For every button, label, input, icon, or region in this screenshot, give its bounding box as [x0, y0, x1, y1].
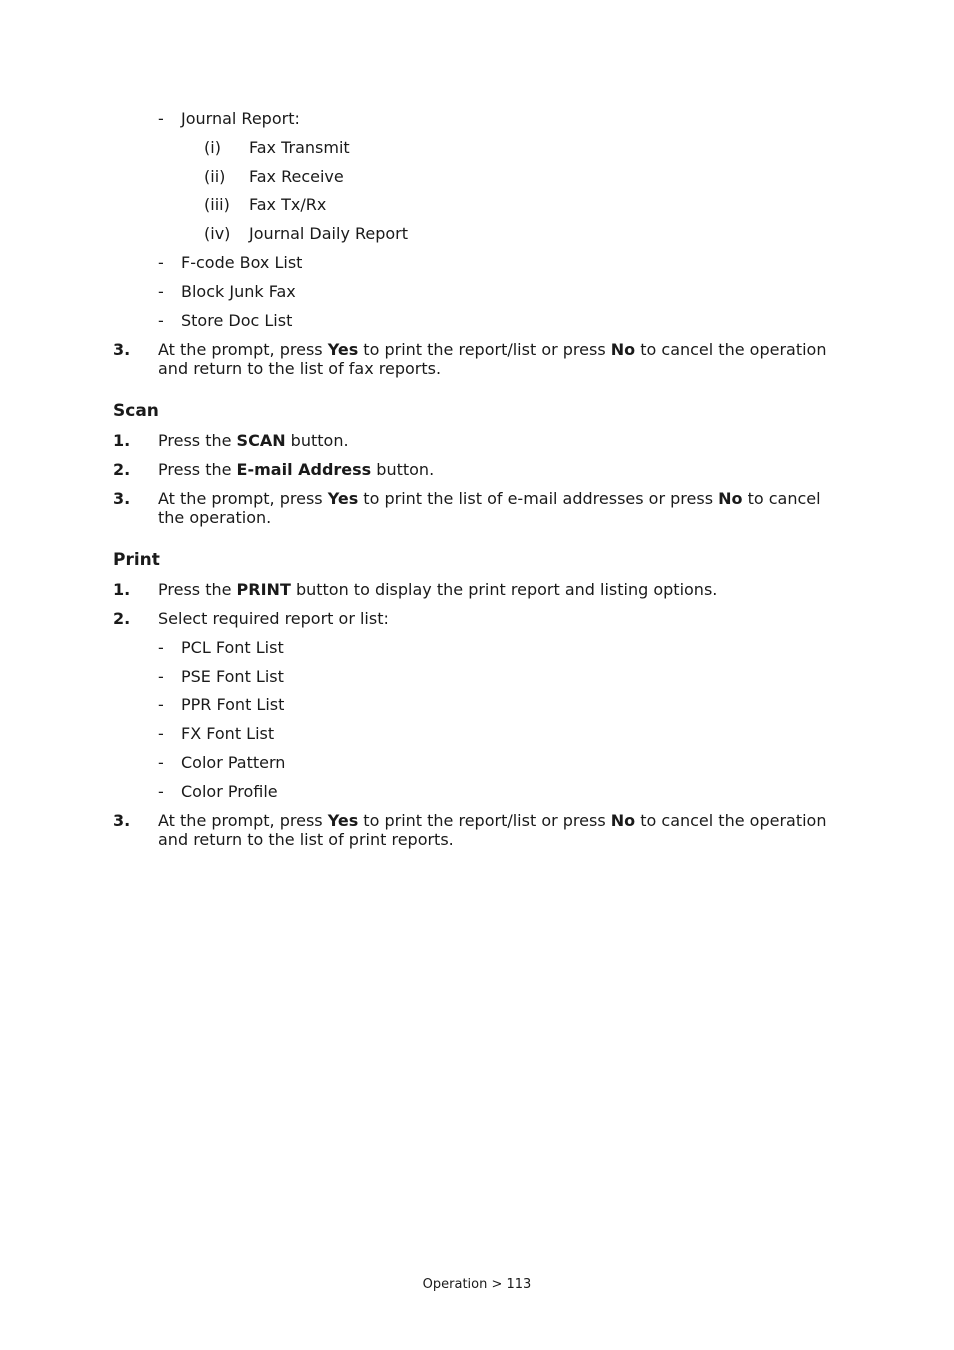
bold-term: No	[718, 489, 743, 508]
step-number: 3.	[113, 340, 131, 359]
dash-bullet: -	[158, 753, 164, 772]
step-text: Select required report or list:	[158, 609, 389, 628]
dash-bullet: -	[158, 311, 164, 330]
text-run: to cancel the operation and return to the list of print reports.	[158, 811, 827, 849]
list-item-label: Block Junk Fax	[181, 282, 296, 301]
step-number: 3.	[113, 489, 131, 508]
dash-bullet: -	[158, 109, 164, 128]
dash-bullet: -	[158, 782, 164, 801]
list-item-label: FX Font List	[181, 724, 275, 743]
sub-list-item-label: Fax Tx/Rx	[249, 195, 327, 214]
list-item-label: Journal Report:	[181, 109, 300, 128]
step-number: 1.	[113, 580, 131, 599]
bold-term: SCAN	[236, 431, 286, 450]
sub-list-item-label: Fax Receive	[249, 167, 344, 186]
list-item-label: PPR Font List	[181, 695, 285, 714]
list-item-label: Color Profile	[181, 782, 278, 801]
sub-list-item-label: Fax Transmit	[249, 138, 350, 157]
roman-marker: (iii)	[204, 195, 230, 214]
dash-bullet: -	[158, 638, 164, 657]
text-run: button to display the print report and listing options.	[290, 580, 718, 599]
sub-list-item-label: Journal Daily Report	[249, 224, 409, 243]
step-text	[158, 580, 848, 599]
roman-marker: (i)	[204, 138, 221, 157]
roman-marker: (ii)	[204, 167, 226, 186]
step-number: 3.	[113, 811, 131, 830]
section-heading-print: Print	[113, 550, 160, 570]
roman-marker: (iv)	[204, 224, 231, 243]
bold-term: No	[610, 811, 636, 830]
step-text	[158, 811, 848, 849]
step-text	[158, 340, 848, 378]
text-run: At the prompt, press	[158, 489, 328, 508]
text-run: At the prompt, press	[158, 811, 328, 830]
page-footer: Operation > 113	[422, 1277, 532, 1292]
text-run: Press the	[158, 580, 237, 599]
text-run: At the prompt, press	[158, 340, 328, 359]
text-run: to cancel the operation.	[158, 489, 821, 527]
dash-bullet: -	[158, 667, 164, 686]
dash-bullet: -	[158, 695, 164, 714]
step-number: 2.	[113, 460, 131, 479]
step-text	[158, 489, 848, 527]
bold-term: Yes	[327, 340, 359, 359]
list-item-label: F-code Box List	[181, 253, 303, 272]
step-number: 2.	[113, 609, 131, 628]
step-text	[158, 460, 848, 479]
step-number: 1.	[113, 431, 131, 450]
text-run: to print the report/list or press	[358, 340, 611, 359]
step-text	[158, 431, 848, 450]
text-run: to print the list of e-mail addresses or press	[358, 489, 719, 508]
list-item-label: PCL Font List	[181, 638, 284, 657]
text-run: Press the	[158, 431, 237, 450]
dash-bullet: -	[158, 253, 164, 272]
text-run: Press the	[158, 460, 237, 479]
bold-term: E-mail Address	[236, 460, 372, 479]
bold-term: PRINT	[236, 580, 291, 599]
list-item-label: PSE Font List	[181, 667, 284, 686]
text-run: button.	[285, 431, 349, 450]
section-heading-scan: Scan	[113, 401, 159, 421]
bold-term: Yes	[327, 489, 359, 508]
dash-bullet: -	[158, 724, 164, 743]
list-item-label: Store Doc List	[181, 311, 293, 330]
text-run: button.	[371, 460, 435, 479]
bold-term: Yes	[327, 811, 359, 830]
bold-term: No	[610, 340, 636, 359]
text-run: to print the report/list or press	[358, 811, 611, 830]
list-item-label: Color Pattern	[181, 753, 286, 772]
dash-bullet: -	[158, 282, 164, 301]
text-run: to cancel the operation and return to the list of fax reports.	[158, 340, 827, 378]
